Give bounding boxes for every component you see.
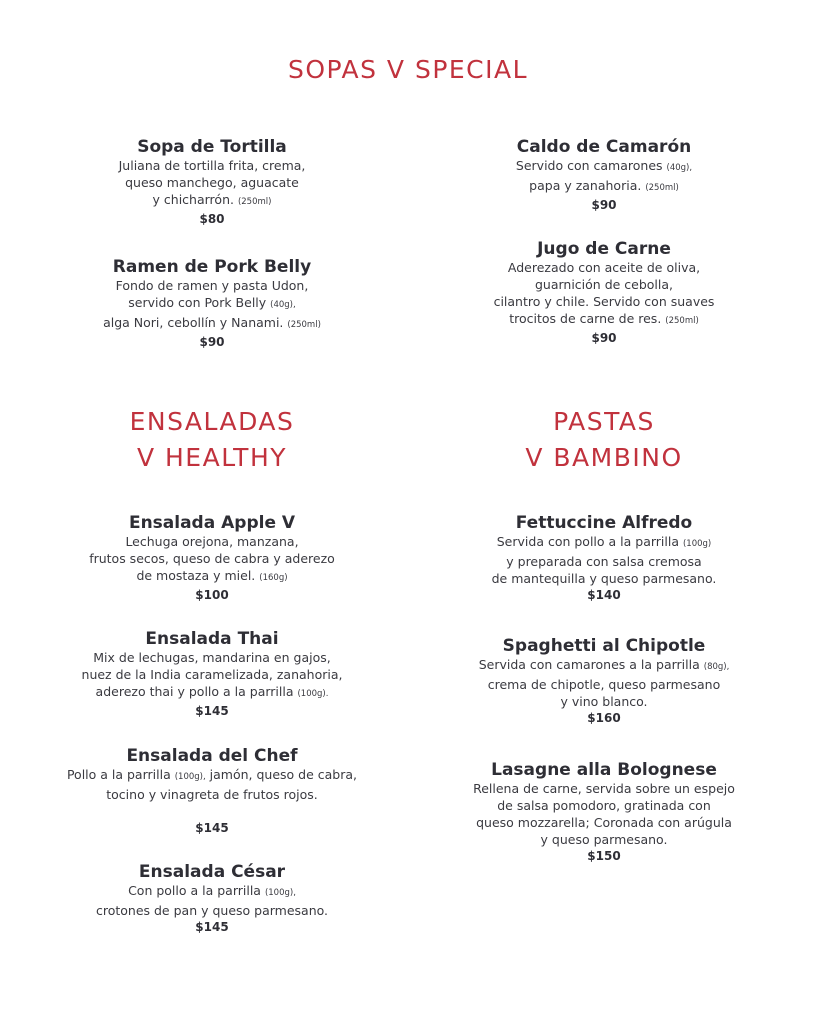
portion-size: (100g),	[264, 888, 296, 898]
item-name: Ensalada Apple V	[128, 513, 296, 533]
item-description: Servida con camarones a la parrilla (80g), crema de chipotle, queso parmesano y vino blanco.	[478, 657, 730, 709]
item-description: Servida con pollo a la parrilla (100g) y preparada con salsa cremosa de mantequilla y queso parmesano.	[491, 534, 717, 586]
menu-item-spaghetti	[414, 636, 794, 727]
item-description: Aderezado con aceite de oliva, guarnición de cebolla, cilantro y chile. Servido con suaves trocitos de carne de res. (250ml)	[493, 260, 715, 326]
item-price: $150	[587, 849, 621, 863]
portion-size: (250ml)	[287, 320, 321, 330]
item-description: Pollo a la parrilla (100g), jamón, queso de cabra, tocino y vinagreta de frutos rojos.	[66, 767, 358, 802]
item-name: Ramen de Pork Belly	[112, 257, 312, 277]
item-name: Spaghetti al Chipotle	[502, 636, 706, 656]
portion-size: (250ml)	[237, 197, 272, 207]
item-price: $90	[591, 198, 617, 212]
portion-size: (250ml)	[665, 316, 699, 326]
menu-item-sopa-tortilla	[22, 137, 402, 228]
portion-size: (250ml)	[645, 183, 679, 193]
section-title-ensaladas: ENSALADAS V HEALTHY	[129, 407, 295, 472]
item-name: Caldo de Camarón	[516, 137, 692, 157]
portion-size: (100g).	[297, 689, 329, 699]
item-description: Mix de lechugas, mandarina en gajos, nuez de la India caramelizada, zanahoria, aderezo thai y pollo a la parrilla (100g).	[81, 650, 343, 699]
item-price: $140	[587, 588, 621, 602]
menu-item-ensalada-thai	[22, 629, 402, 720]
item-description: Fondo de ramen y pasta Udon, servido con Pork Belly (40g), alga Nori, cebollín y Nanami. (250ml)	[103, 278, 321, 330]
item-name: Ensalada César	[138, 862, 286, 882]
item-description: Con pollo a la parrilla (100g), crotones de pan y queso parmesano.	[95, 883, 329, 918]
item-description: Rellena de carne, servida sobre un espejo de salsa pomodoro, gratinada con queso mozzarella; Coronada con arúgula y queso parmesano.	[473, 781, 735, 847]
portion-size: (160g)	[259, 573, 288, 583]
item-name: Fettuccine Alfredo	[515, 513, 693, 533]
item-name: Ensalada del Chef	[126, 746, 298, 766]
portion-size: (40g),	[270, 300, 296, 310]
menu-item-ramen	[22, 257, 402, 351]
item-name: Lasagne alla Bolognese	[491, 760, 717, 780]
menu-item-lasagne	[414, 760, 794, 865]
section-title-sopas: SOPAS V SPECIAL	[287, 55, 529, 84]
item-price: $80	[199, 212, 225, 226]
item-description: Lechuga orejona, manzana, frutos secos, queso de cabra y aderezo de mostaza y miel. (160g)	[89, 534, 335, 583]
item-description: Servido con camarones (40g), papa y zanahoria. (250ml)	[515, 158, 693, 193]
menu-item-fettuccine	[414, 513, 794, 604]
portion-size: (100g)	[682, 539, 712, 549]
portion-size: (40g),	[666, 163, 693, 173]
item-price: $145	[195, 821, 229, 835]
menu-item-jugo-carne	[414, 239, 794, 347]
menu-item-ensalada-cesar	[22, 862, 402, 936]
menu-item-ensalada-chef	[22, 746, 402, 837]
section-title-pastas: PASTAS V BAMBINO	[525, 407, 683, 472]
item-price: $160	[587, 711, 621, 725]
item-price: $90	[591, 331, 617, 345]
item-name: Ensalada Thai	[145, 629, 279, 649]
item-price: $145	[195, 920, 229, 934]
item-price: $145	[195, 704, 229, 718]
item-description: Juliana de tortilla frita, crema, queso manchego, aguacate y chicharrón. (250ml)	[118, 158, 306, 207]
item-price: $90	[199, 335, 225, 349]
item-price: $100	[195, 588, 229, 602]
menu-item-caldo-camaron	[414, 137, 794, 214]
portion-size: (80g),	[703, 662, 730, 672]
portion-size: (100g),	[174, 772, 206, 782]
item-name: Jugo de Carne	[537, 239, 671, 259]
item-name: Sopa de Tortilla	[137, 137, 287, 157]
menu-item-ensalada-apple	[22, 513, 402, 604]
